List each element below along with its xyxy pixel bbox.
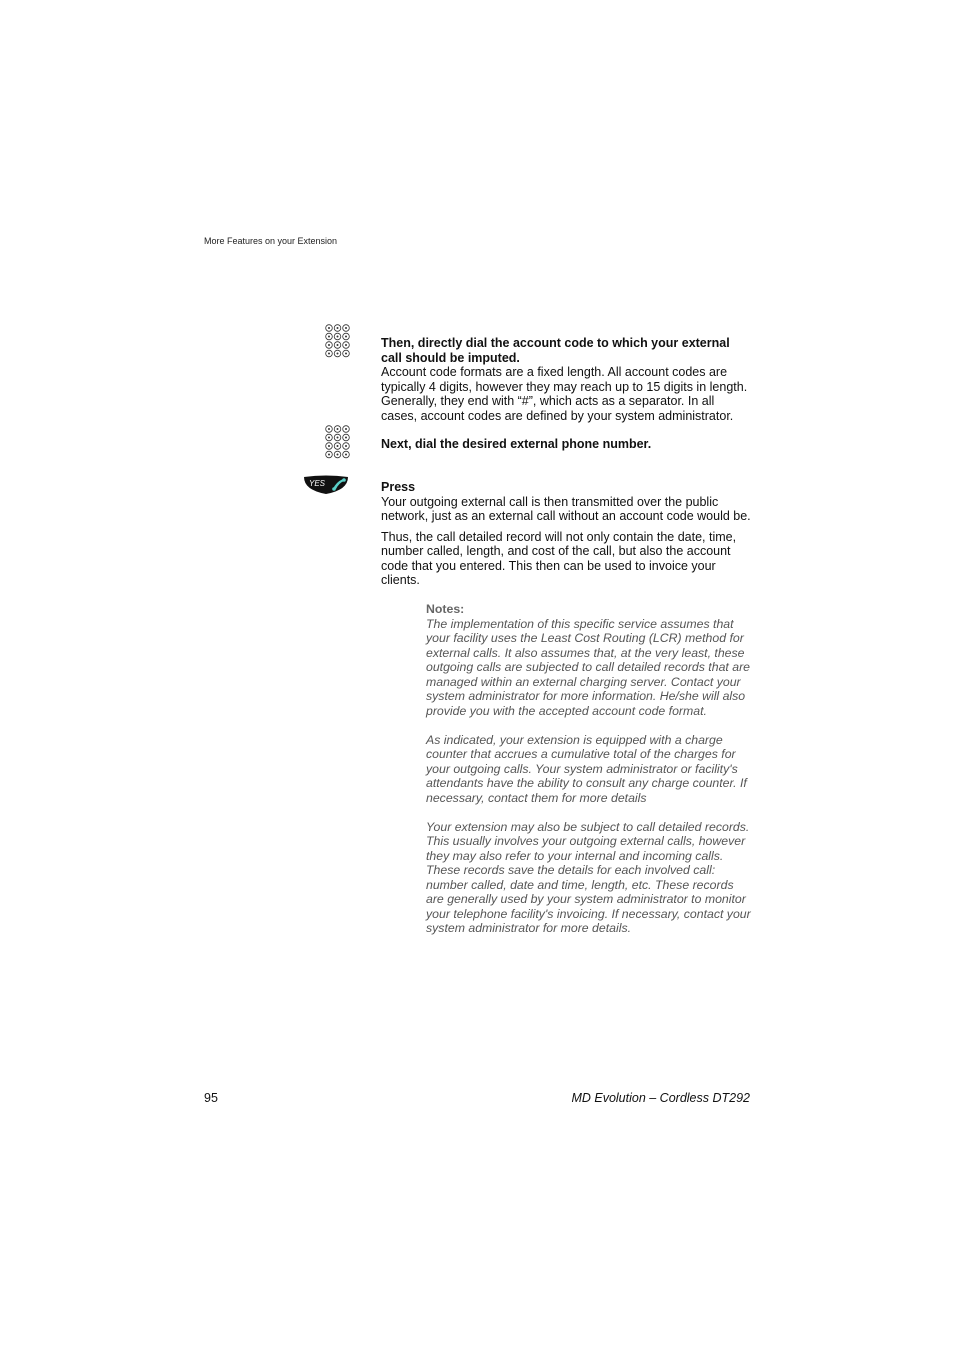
step-body: Your outgoing external call is then transmitted over the public network, just as an external call without an account code would be. <box>381 494 751 523</box>
step-account-code <box>381 336 753 423</box>
note-paragraph: As indicated, your extension is equipped with a charge counter that accrues a cumulative total of the charges for your outgoing calls. Your system administrator or facility's attendants have the ability to consult any charge counter. If necessary, contact them for more details <box>426 732 747 805</box>
step-press-yes <box>381 480 753 588</box>
keypad-key-dot <box>328 353 330 355</box>
step-dial-number <box>381 437 753 452</box>
keypad-key-dot <box>345 344 347 346</box>
keypad-key-dot <box>328 445 330 447</box>
keypad-key-dot <box>337 428 339 430</box>
keypad-icon <box>325 324 351 358</box>
keypad-key-dot <box>345 445 347 447</box>
keypad-key-dot <box>337 445 339 447</box>
document-title: MD Evolution – Cordless DT292 <box>571 1091 750 1105</box>
keypad-key-dot <box>328 428 330 430</box>
keypad-key-dot <box>345 454 347 456</box>
notes-title: Notes: <box>426 602 465 616</box>
keypad-key-dot <box>328 344 330 346</box>
keypad-key-dot <box>337 344 339 346</box>
keypad-key-dot <box>328 327 330 329</box>
yes-key-icon <box>302 474 350 501</box>
running-header: More Features on your Extension <box>204 236 338 246</box>
step-body: Account code formats are a fixed length. All account codes are typically 4 digits, however they may reach up to 15 digits in length. Generally, they end with “#”, which acts as a separator. In all cases, account codes are defined by your system administrator. <box>381 365 748 423</box>
keypad-key-dot <box>328 437 330 439</box>
keypad-key-dot <box>337 353 339 355</box>
keypad-key-dot <box>345 353 347 355</box>
step-body-2: Thus, the call detailed record will not only contain the date, time, number called, length, and cost of the call, but also the account code that you entered. This then can be used to invoice your clients. <box>381 529 737 587</box>
step-title: Press <box>381 480 416 494</box>
keypad-key-dot <box>337 437 339 439</box>
keypad-key-dot <box>337 454 339 456</box>
notes-box <box>426 602 752 950</box>
keypad-key-dot <box>345 327 347 329</box>
page-number: 95 <box>204 1091 218 1105</box>
keypad-key-dot <box>328 454 330 456</box>
keypad-key-dot <box>345 428 347 430</box>
keypad-key-dot <box>328 336 330 338</box>
step-title: Then, directly dial the account code to which your external call should be imputed. <box>381 336 730 365</box>
yes-key-label: YES <box>309 479 326 488</box>
step-title: Next, dial the desired external phone number. <box>381 437 652 451</box>
keypad-key-dot <box>345 437 347 439</box>
keypad-key-dot <box>337 336 339 338</box>
note-paragraph: Your extension may also be subject to call detailed records. This usually involves your outgoing external calls, however they may also refer to your internal and incoming calls. These records save the details for each involved call: number called, date and time, length, etc. These records are generally used by your system administrator to monitor your telephone facility's invoicing. If necessary, contact your system administrator for more details. <box>426 819 751 935</box>
keypad-key-dot <box>337 327 339 329</box>
note-paragraph: The implementation of this specific service assumes that your facility uses the Least Cost Routing (LCR) method for external calls. It also assumes that, at the very least, these outgoing calls are subjected to call detailed records that are managed within an external charging server. Contact your system administrator for more information. He/she will also provide you with the accepted account code format. <box>426 616 751 718</box>
keypad-icon <box>325 425 351 459</box>
keypad-key-dot <box>345 336 347 338</box>
